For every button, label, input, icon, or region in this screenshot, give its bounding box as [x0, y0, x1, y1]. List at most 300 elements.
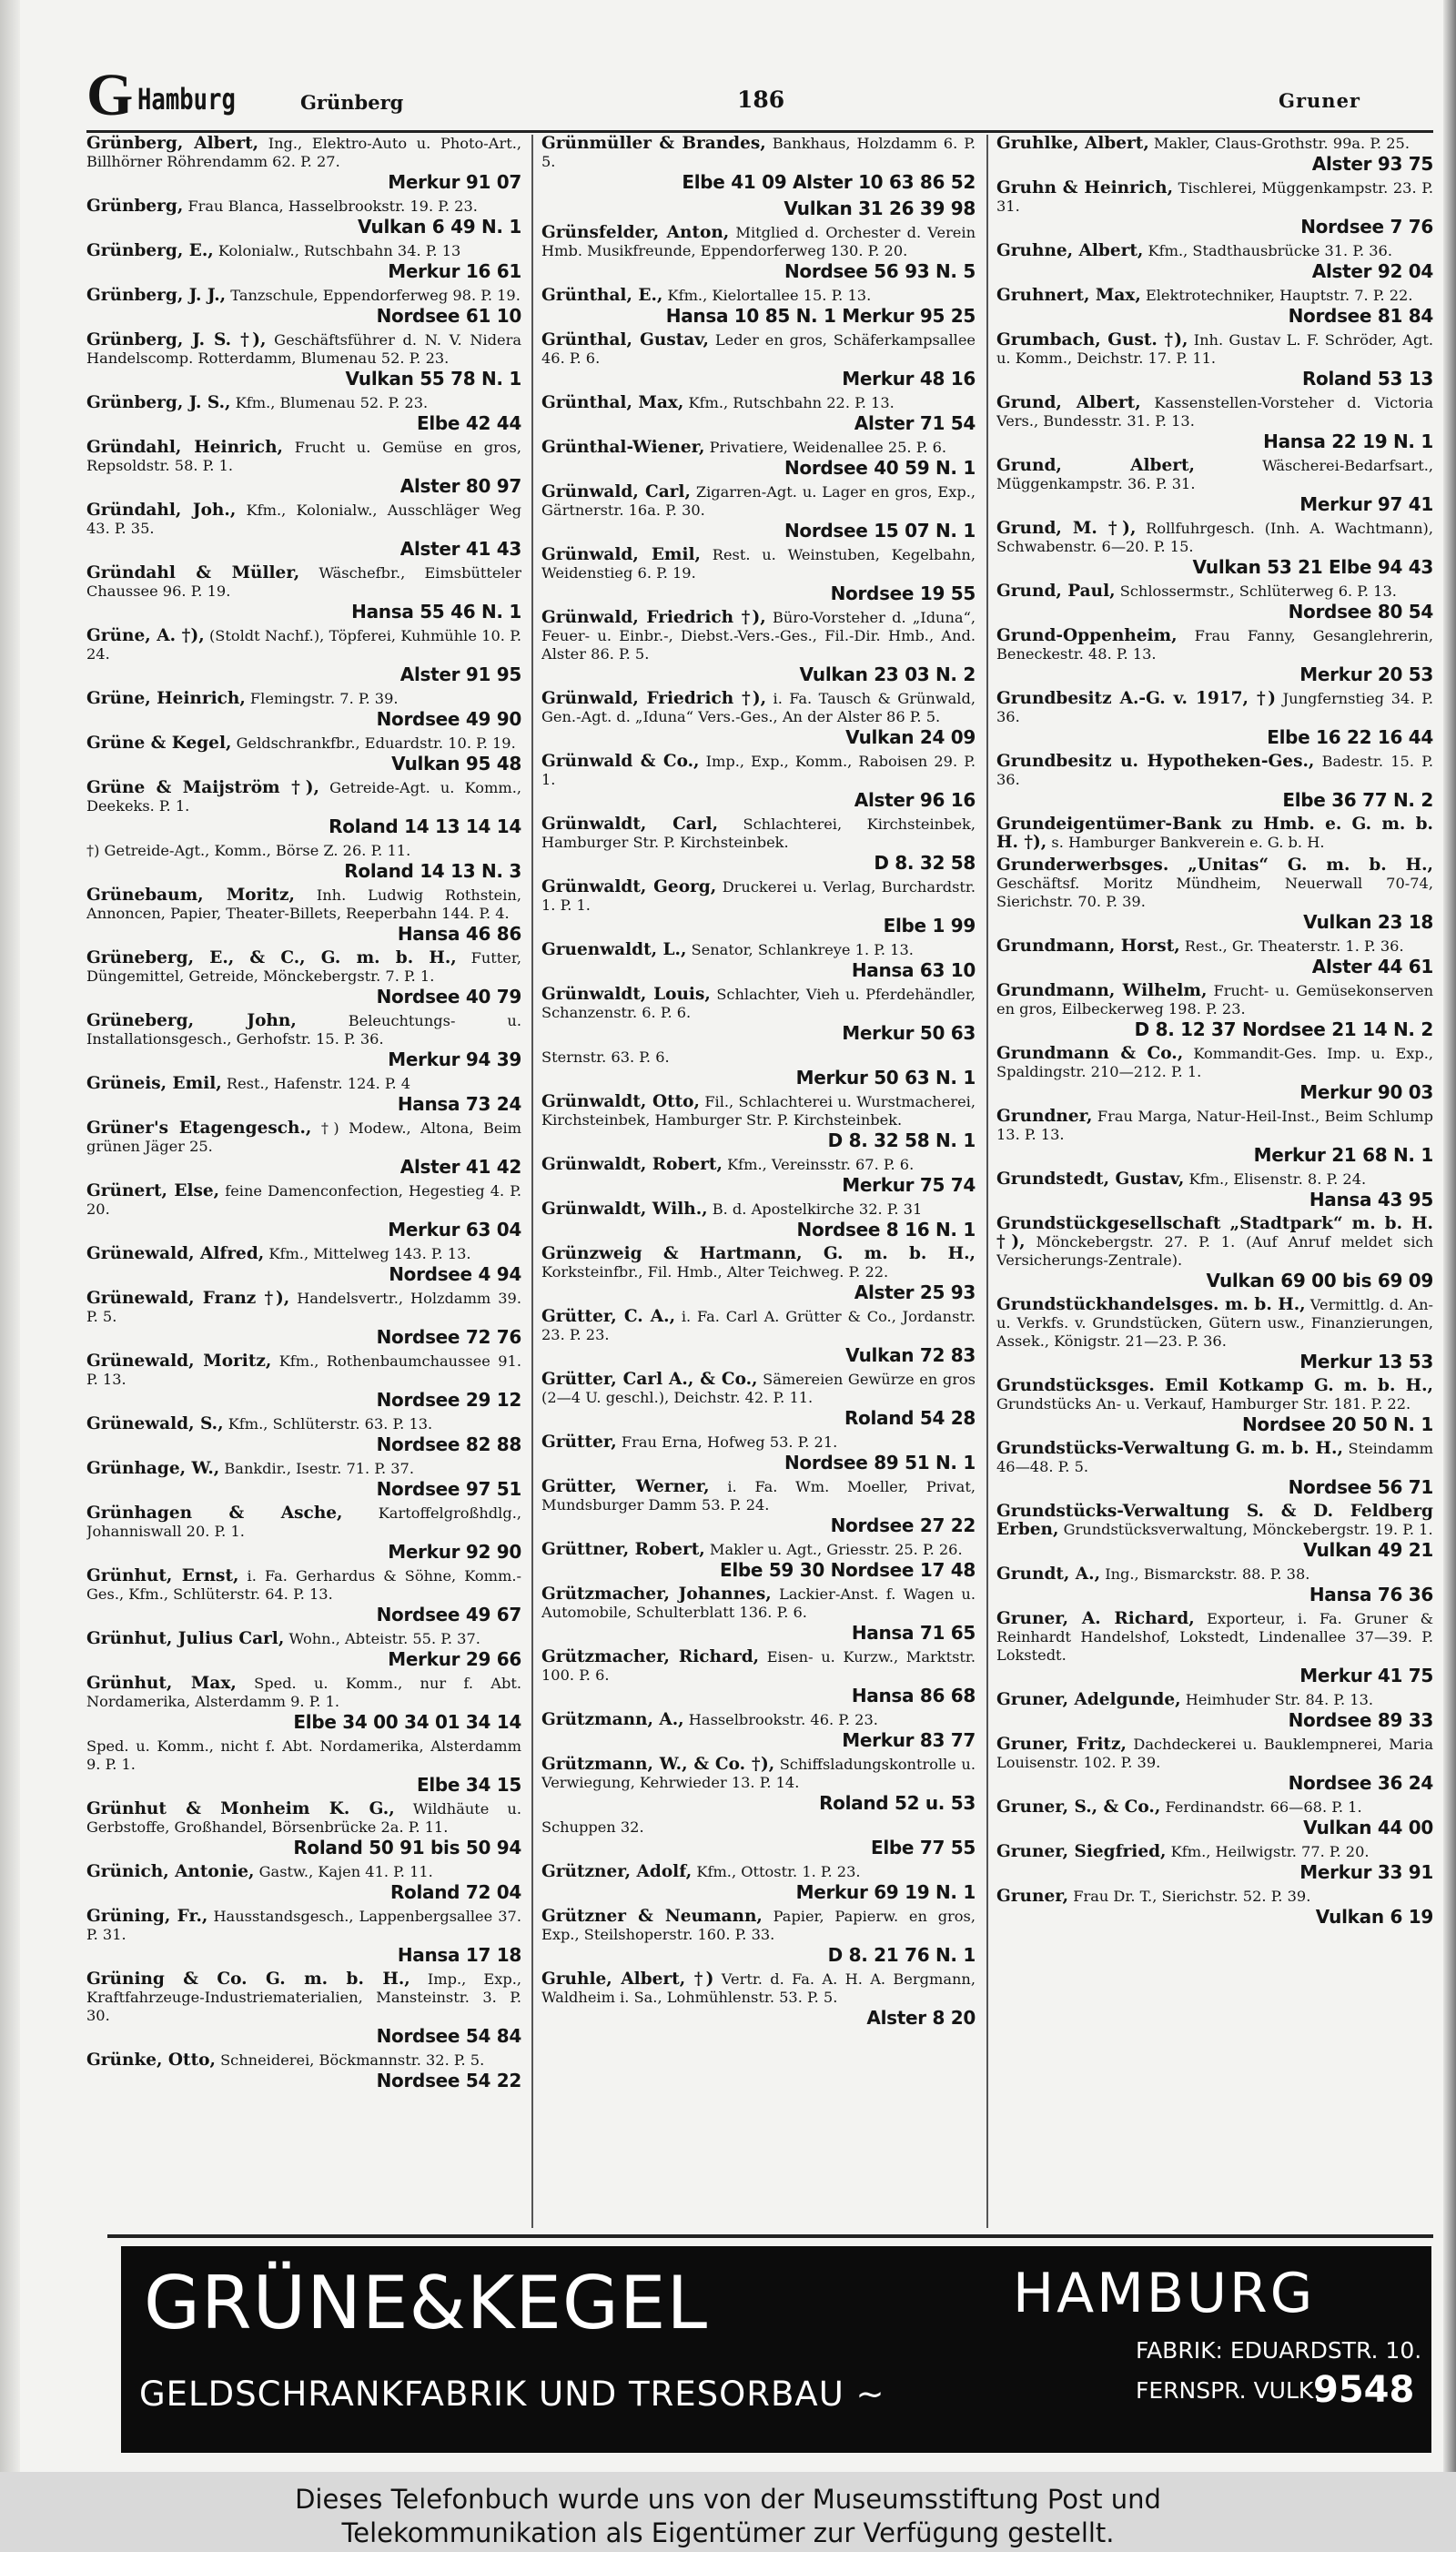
entry-phone-number: Nordsee 49 67	[376, 1604, 521, 1625]
entry-details: †) Modew., Altona, Beim grünen Jäger 25.	[86, 1119, 521, 1155]
directory-entry	[541, 224, 976, 287]
directory-entry	[541, 1433, 976, 1478]
entry-details: Gastw., Kajen 41. P. 11.	[258, 1863, 433, 1880]
entry-phone-number: Nordsee 89 33	[1288, 1709, 1433, 1731]
directory-entry	[86, 394, 521, 439]
directory-entry	[996, 982, 1433, 1045]
directory-entry	[86, 1415, 521, 1460]
entry-details: Sternstr. 63. P. 6.	[541, 1048, 670, 1066]
entry-details: Rest., Gr. Theaterstr. 1. P. 36.	[1184, 937, 1404, 955]
entry-phone-number: Alster 96 16	[854, 789, 976, 811]
entry-phone-number: D 8. 32 58	[874, 852, 976, 874]
entry-details: Schlachterei, Kirchsteinbek, Hamburger Str. P. Kirchsteinbek.	[541, 815, 976, 851]
directory-entry	[86, 1119, 521, 1182]
entry-name: Grünberg, J. S.,	[86, 393, 231, 412]
entry-details: Exporteur, i. Fa. Gruner & Reinhardt Handelshof, Lokstedt, Lindenallee 37—39. P. Lokstedt.	[996, 1610, 1433, 1664]
directory-entry	[996, 287, 1433, 331]
directory-entry	[541, 197, 976, 224]
directory-entry	[86, 1675, 521, 1737]
entry-name: Grünhut, Max,	[86, 1674, 237, 1693]
entry-name: Grütter, Carl A., & Co.,	[541, 1370, 758, 1389]
directory-entry	[86, 2051, 521, 2096]
entry-phone-number: Hansa 71 65	[851, 1622, 976, 1644]
entry-name: Grünewald, Moritz,	[86, 1352, 272, 1371]
entry-phone-number: Merkur 63 04	[388, 1219, 521, 1241]
directory-entry	[996, 1843, 1433, 1888]
entry-phone-number: Merkur 91 07	[388, 171, 521, 193]
entry-name: Grünewald, Franz †),	[86, 1289, 290, 1308]
header-last-entry: Gruner	[1279, 89, 1360, 112]
entry-name: Grütter, Werner,	[541, 1477, 710, 1496]
entry-details: Mitglied d. Orchester d. Verein Hmb. Musikfreunde, Eppendorferweg 130. P. 20.	[541, 224, 976, 259]
entry-details: Schlachter, Vieh u. Pferdehändler, Schanzenstr. 6. P. 6.	[541, 986, 976, 1021]
directory-entry	[86, 242, 521, 287]
directory-entry	[541, 941, 976, 986]
entry-phone-number: Merkur 97 41	[1299, 493, 1433, 515]
banner-brand: GRÜNE&KEGEL	[144, 2261, 709, 2345]
entry-details: Tischlerei, Müggenkampstr. 23. P. 31.	[996, 179, 1433, 215]
directory-entry	[996, 627, 1433, 690]
entry-name: Grund, Albert,	[996, 393, 1141, 412]
entry-details: Mönckebergstr. 27. P. 1. (Auf Anruf meldet sich Versicherungs-Zentrale).	[996, 1233, 1433, 1269]
entry-phone-number: Alster 71 54	[854, 412, 976, 434]
directory-entry	[996, 1736, 1433, 1798]
entry-phone-number: Nordsee 54 22	[376, 2070, 521, 2091]
entry-name: Gründahl, Heinrich,	[86, 438, 283, 457]
directory-entry	[996, 1798, 1433, 1843]
attribution-text	[0, 2483, 1456, 2550]
directory-entry	[541, 287, 976, 331]
entry-name: Grünberg,	[86, 197, 184, 216]
entry-phone-number: Elbe 59 30 Nordsee 17 48	[719, 1559, 976, 1581]
column-divider-1	[531, 135, 533, 2228]
entry-name: Grünwaldt, Robert,	[541, 1155, 723, 1174]
entry-phone-number: Hansa 73 24	[397, 1093, 521, 1115]
page-spine-shadow	[1443, 0, 1456, 2472]
entry-details: Steindamm 46—48. P. 5.	[996, 1440, 1433, 1475]
directory-entry	[541, 135, 976, 197]
directory-entry	[86, 1504, 521, 1567]
entry-name: Grünwaldt, Otto,	[541, 1092, 700, 1111]
entry-name: Grundstückgesellschaft „Stadtpark“ m. b. H. †),	[996, 1214, 1433, 1251]
entry-details: Wildhäute u. Gerbstoffe, Großhandel, Börsenbrücke 2a. P. 11.	[86, 1800, 521, 1836]
entry-phone-number: Elbe 41 09 Alster 10 63 86 52	[682, 171, 976, 193]
entry-name: Grünich, Antonie,	[86, 1862, 255, 1881]
entry-phone-number: Alster 93 75	[1311, 153, 1433, 175]
entry-name: Grüne & Maijström †),	[86, 778, 319, 797]
entry-name: Gruhnert, Max,	[996, 286, 1141, 305]
entry-phone-number: Hansa 22 19 N. 1	[1263, 430, 1433, 452]
entry-details: Kfm., Schlüterstr. 63. P. 13.	[228, 1415, 433, 1433]
entry-name: Grünberg, Albert,	[86, 135, 259, 153]
entry-details: Jungfernstieg 34. P. 36.	[996, 690, 1433, 725]
entry-name: Grütter, C. A.,	[541, 1307, 676, 1326]
entry-name: Grüning, Fr.,	[86, 1907, 208, 1926]
directory-entry	[996, 1215, 1433, 1296]
directory-entry	[541, 1093, 976, 1156]
entry-phone-number: Hansa 55 46 N. 1	[351, 601, 521, 623]
entry-phone-number: Nordsee 40 59 N. 1	[784, 457, 976, 479]
entry-details: Kfm., Rothenbaumchaussee 91. P. 13.	[86, 1352, 521, 1388]
entry-phone-number: Elbe 34 00 34 01 34 14	[293, 1711, 521, 1733]
banner-tagline: GELDSCHRANKFABRIK UND TRESORBAU ~	[139, 2375, 885, 2414]
entry-phone-number: Roland 50 91 bis 50 94	[293, 1837, 521, 1858]
entry-phone-number: Hansa 43 95	[1309, 1189, 1433, 1210]
entry-details: Badestr. 15. P. 36.	[996, 753, 1433, 788]
entry-details: Ing., Bismarckstr. 88. P. 38.	[1105, 1565, 1310, 1583]
directory-entry	[86, 439, 521, 501]
entry-phone-number: Merkur 29 66	[388, 1648, 521, 1670]
entry-details: Rollfuhrgesch. (Inh. A. Wachtmann), Schwabenstr. 6—20. P. 15.	[996, 520, 1433, 555]
entry-name: Grünthal-Wiener,	[541, 438, 705, 457]
entry-details: Frucht- u. Gemüsekonserven en gros, Eilbeckerweg 198. P. 23.	[996, 982, 1433, 1018]
entry-details: Makler, Claus-Grothstr. 99a. P. 25.	[1153, 135, 1410, 152]
page-number: 186	[737, 86, 785, 113]
directory-entry	[86, 734, 521, 779]
entry-details: Leder en gros, Schäferkampsallee 46. P. 6.	[541, 331, 976, 367]
entry-name: Grünwald & Co.,	[541, 752, 700, 771]
entry-phone-number: Elbe 77 55	[871, 1837, 976, 1858]
entry-phone-number: Elbe 1 99	[883, 915, 976, 937]
directory-entry	[996, 1503, 1433, 1565]
entry-phone-number: Nordsee 89 51 N. 1	[784, 1452, 976, 1473]
entry-details: Geldschrankfbr., Eduardstr. 10. P. 19.	[236, 734, 516, 752]
entry-name: Grund, M. †),	[996, 519, 1137, 538]
directory-entry	[541, 1308, 976, 1371]
entry-phone-number: Merkur 33 91	[1299, 1861, 1433, 1883]
entry-phone-number: Alster 41 42	[399, 1156, 521, 1178]
directory-entry	[541, 1541, 976, 1585]
entry-details: Rest., Hafenstr. 124. P. 4	[226, 1075, 411, 1092]
entry-details: Frau Dr. T., Sierichstr. 52. P. 39.	[1073, 1888, 1311, 1905]
directory-entry	[541, 1711, 976, 1756]
entry-details: Hasselbrookstr. 46. P. 23.	[688, 1711, 878, 1728]
entry-phone-number: Merkur 50 63 N. 1	[795, 1067, 976, 1089]
directory-entry	[996, 242, 1433, 287]
entry-phone-number: Vulkan 6 49 N. 1	[358, 216, 521, 238]
directory-entry	[86, 1352, 521, 1415]
directory-entry	[541, 690, 976, 753]
entry-phone-number: Roland 72 04	[389, 1881, 521, 1903]
entry-name: Grünwaldt, Wilh.,	[541, 1200, 708, 1219]
entry-details: †) Getreide-Agt., Komm., Börse Z. 26. P. 11.	[86, 842, 411, 859]
column-divider-2	[986, 135, 988, 2228]
entry-details: Frau Fanny, Gesanglehrerin, Beneckestr. 48. P. 13.	[996, 627, 1433, 663]
entry-details: Ing., Elektro-Auto u. Photo-Art., Billhörner Röhrendamm 62. P. 27.	[86, 135, 521, 170]
directory-entry	[996, 1610, 1433, 1691]
header-city: Hamburg	[137, 82, 236, 116]
entry-name: Grünwald, Friedrich †),	[541, 689, 767, 708]
directory-entry	[86, 1075, 521, 1119]
directory-entry	[541, 815, 976, 878]
entry-phone-number: Merkur 75 74	[842, 1174, 976, 1196]
entry-details: Frau Marga, Natur-Heil-Inst., Beim Schlump 13. P. 13.	[996, 1108, 1433, 1143]
entry-name: Grüne, Heinrich,	[86, 689, 246, 708]
directory-entry	[86, 287, 521, 331]
entry-phone-number: Roland 53 13	[1301, 368, 1433, 390]
entry-name: Grünhut, Ernst,	[86, 1566, 239, 1585]
directory-entry	[996, 135, 1433, 179]
entry-phone-number: Nordsee 72 76	[376, 1326, 521, 1348]
column-right	[996, 135, 1433, 2228]
entry-phone-number: Roland 52 u. 53	[819, 1792, 976, 1814]
entry-phone-number: Roland 14 13 N. 3	[344, 860, 521, 882]
entry-phone-number: Vulkan 23 18	[1303, 911, 1433, 933]
entry-name: Grünthal, Gustav,	[541, 330, 709, 349]
entry-details: Frucht u. Gemüse en gros, Repsoldstr. 58. P. 1.	[86, 439, 521, 474]
entry-details: Kfm., Ottostr. 1. P. 23.	[696, 1863, 861, 1880]
directory-entry	[86, 779, 521, 842]
directory-entry	[541, 1048, 976, 1093]
directory-entry	[996, 753, 1433, 815]
entry-phone-number: Alster 41 43	[399, 538, 521, 560]
banner-city: HAMBURG	[1013, 2262, 1316, 2325]
entry-phone-number: Vulkan 72 83	[845, 1344, 976, 1366]
directory-entry	[541, 1371, 976, 1433]
entry-name: Grüner's Etagengesch.,	[86, 1119, 312, 1138]
entry-phone-number: Alster 44 61	[1311, 956, 1433, 977]
entry-phone-number: Alster 91 95	[399, 663, 521, 685]
entry-details: Grundstücksverwaltung, Mönckebergstr. 19. P. 1.	[1063, 1521, 1433, 1538]
entry-details: Tanzschule, Eppendorferweg 98. P. 19.	[230, 287, 521, 304]
entry-details: Kolonialw., Rutschbahn 34. P. 13	[217, 242, 461, 259]
entry-phone-number: Nordsee 19 55	[830, 582, 976, 604]
entry-name: Gruner,	[996, 1887, 1069, 1906]
entry-details: Elektrotechniker, Hauptstr. 7. P. 22.	[1145, 287, 1413, 304]
entry-phone-number: Merkur 21 68 N. 1	[1253, 1144, 1433, 1166]
entry-name: Grünewald, S.,	[86, 1414, 224, 1433]
directory-entry	[86, 1970, 521, 2051]
entry-details: Heimhuder Str. 84. P. 13.	[1185, 1691, 1374, 1708]
entry-details: Bankdir., Isestr. 71. P. 37.	[224, 1460, 414, 1477]
entry-details: B. d. Apostelkirche 32. P. 31	[712, 1200, 923, 1218]
directory-entry	[996, 937, 1433, 982]
directory-entry	[996, 1377, 1433, 1440]
entry-name: Grundmann, Horst,	[996, 937, 1180, 956]
entry-name: Grünwald, Friedrich †),	[541, 608, 766, 627]
entry-details: feine Damenconfection, Hegestieg 4. P. 20.	[86, 1182, 521, 1218]
entry-name: Gruner, Fritz,	[996, 1735, 1127, 1754]
directory-entry	[541, 878, 976, 941]
directory-entry	[86, 949, 521, 1012]
directory-entry	[86, 331, 521, 394]
entry-name: Grüne & Kegel,	[86, 734, 232, 753]
entry-name: Gruner, S., & Co.,	[996, 1798, 1161, 1817]
directory-entry	[86, 690, 521, 734]
directory-entry	[996, 856, 1433, 937]
entry-phone-number: Merkur 94 39	[388, 1048, 521, 1070]
entry-details: Privatiere, Weidenallee 25. P. 6.	[709, 439, 947, 456]
directory-entry	[996, 815, 1433, 856]
entry-name: Grütter,	[541, 1433, 617, 1452]
directory-entry	[541, 1756, 976, 1818]
entry-details: Schneiderei, Böckmannstr. 32. P. 5.	[220, 2051, 485, 2069]
directory-entry	[996, 520, 1433, 582]
directory-entry	[541, 1245, 976, 1308]
entry-name: Grünzweig & Hartmann, G. m. b. H.,	[541, 1244, 976, 1263]
entry-details: Eisen- u. Kurzw., Marktstr. 100. P. 6.	[541, 1648, 976, 1684]
page-binding-edge	[0, 0, 20, 2472]
entry-name: Gruenwaldt, L.,	[541, 940, 687, 959]
entry-name: Grützmann, W., & Co. †),	[541, 1755, 775, 1774]
entry-name: Grünwald, Emil,	[541, 545, 701, 564]
directory-entry	[996, 1045, 1433, 1108]
entry-phone-number: Nordsee 56 71	[1288, 1476, 1433, 1498]
entry-phone-number: Merkur 13 53	[1299, 1351, 1433, 1372]
entry-phone-number: Nordsee 29 12	[376, 1389, 521, 1411]
entry-name: Grützner, Adolf,	[541, 1862, 693, 1881]
entry-details: Geschäftsführer d. N. V. Nidera Handelscomp. Rotterdamm, Blumenau 52. P. 23.	[86, 331, 521, 367]
directory-entry	[996, 1440, 1433, 1503]
entry-details: Kartoffelgroßhdlg., Johanniswall 20. P. 1.	[86, 1504, 521, 1540]
entry-phone-number: Nordsee 27 22	[830, 1514, 976, 1536]
entry-phone-number: Elbe 36 77 N. 2	[1282, 789, 1433, 811]
directory-entry	[996, 1108, 1433, 1170]
entry-phone-number: Hansa 76 36	[1309, 1584, 1433, 1605]
entry-name: Grünwaldt, Carl,	[541, 815, 719, 834]
entry-name: Grüning & Co. G. m. b. H.,	[86, 1970, 410, 1989]
entry-details: Makler u. Agt., Griesstr. 25. P. 26.	[709, 1541, 963, 1558]
entry-name: Grünwaldt, Louis,	[541, 985, 711, 1004]
entry-name: Grützner & Neumann,	[541, 1907, 763, 1926]
entry-phone-number: Hansa 10 85 N. 1 Merkur 95 25	[665, 305, 976, 327]
entry-name: Grützmann, A.,	[541, 1710, 684, 1729]
directory-entry	[541, 1200, 976, 1245]
entry-phone-number: Roland 14 13 14 14	[329, 815, 521, 837]
entry-phone-number: Vulkan 95 48	[391, 753, 521, 775]
entry-phone-number: Merkur 20 53	[1299, 663, 1433, 685]
directory-entry	[541, 1908, 976, 1970]
entry-phone-number: Nordsee 82 88	[376, 1433, 521, 1455]
directory-entry	[86, 135, 521, 197]
entry-name: Grunderwerbsges. „Unitas“ G. m. b. H.,	[996, 856, 1433, 875]
entry-details: Schiffsladungskontrolle u. Verwiegung, Kehrwieder 13. P. 14.	[541, 1756, 976, 1791]
entry-details: i. Fa. Carl A. Grütter & Co., Jordanstr. 23. P. 23.	[541, 1308, 976, 1343]
entry-name: Grundmann, Wilhelm,	[996, 981, 1208, 1000]
entry-details: Handelsvertr., Holzdamm 39. P. 5.	[86, 1290, 521, 1325]
entry-phone-number: Merkur 48 16	[842, 368, 976, 390]
directory-entry	[86, 1182, 521, 1245]
entry-phone-number: D 8. 12 37 Nordsee 21 14 N. 2	[1134, 1018, 1433, 1040]
directory-entry	[541, 439, 976, 483]
header-rule	[86, 130, 1433, 133]
advertisement-banner	[121, 2246, 1431, 2453]
entry-details: Schlossermstr., Schlüterweg 6. P. 13.	[1119, 582, 1397, 600]
entry-name: Grundeigentümer-Bank zu Hmb. e. G. m. b. H. †),	[996, 815, 1433, 852]
entry-details: Kommandit-Ges. Imp. u. Exp., Spaldingstr. 210—212. P. 1.	[996, 1045, 1433, 1080]
entry-phone-number: Hansa 46 86	[397, 923, 521, 945]
column-left	[86, 135, 521, 2228]
entry-name: Grünwaldt, Georg,	[541, 877, 717, 896]
entry-phone-number: Nordsee 81 84	[1288, 305, 1433, 327]
entry-name: Grundstücksges. Emil Kotkamp G. m. b. H.,	[996, 1376, 1433, 1395]
entry-name: Grünberg, E.,	[86, 241, 214, 260]
directory-entry	[541, 986, 976, 1048]
entry-name: Grünhut & Monheim K. G.,	[86, 1799, 395, 1818]
directory-entry	[541, 1863, 976, 1908]
entry-details: Kfm., Heilwigstr. 77. P. 20.	[1170, 1843, 1370, 1860]
entry-details: Papier, Papierw. en gros, Exp., Steilshoperstr. 160. P. 33.	[541, 1908, 976, 1943]
directory-entry	[86, 1908, 521, 1970]
entry-phone-number: Nordsee 97 51	[376, 1478, 521, 1500]
directory-entry	[996, 457, 1433, 520]
entry-phone-number: Elbe 42 44	[417, 412, 521, 434]
directory-entry	[86, 1290, 521, 1352]
banner-phone-number: 9548	[1313, 2369, 1415, 2411]
entry-details: Zigarren-Agt. u. Lager en gros, Exp., Gärtnerstr. 16a. P. 30.	[541, 483, 976, 519]
entry-details: Rest. u. Weinstuben, Kegelbahn, Weidenstieg 6. P. 19.	[541, 546, 976, 582]
entry-name: Grüttner, Robert,	[541, 1540, 705, 1559]
entry-details: Getreide-Agt. u. Komm., Deekeks. P. 1.	[86, 779, 521, 815]
entry-details: s. Hamburger Bankverein e. G. b. H.	[1051, 834, 1325, 851]
entry-name: Grüneberg, E., & C., G. m. b. H.,	[86, 948, 457, 967]
entry-details: Inh. Gustav L. F. Schröder, Agt. u. Komm., Deichstr. 17. P. 11.	[996, 331, 1433, 367]
entry-phone-number: Vulkan 69 00 bis 69 09	[1206, 1270, 1433, 1291]
entry-details: Druckerei u. Verlag, Burchardstr. 1. P. 1.	[541, 878, 976, 914]
entry-name: Grünsfelder, Anton,	[541, 223, 730, 242]
entry-details: i. Fa. Wm. Moeller, Privat, Mundsburger Damm 53. P. 24.	[541, 1478, 976, 1514]
entry-details: Imp., Exp., Komm., Raboisen 29. P. 1.	[541, 753, 976, 788]
directory-entry	[996, 582, 1433, 627]
entry-details: Wäscherei-Bedarfsart., Müggenkampstr. 36. P. 31.	[996, 457, 1433, 492]
entry-details: Kfm., Stadthausbrücke 31. P. 36.	[1148, 242, 1392, 259]
entry-name: Grünberg, J. S. †),	[86, 330, 267, 349]
entry-details: Fil., Schlachterei u. Wurstmacherei, Kirchsteinbek, Hamburger Str. P. Kirchsteinbek.	[541, 1093, 976, 1129]
entry-details: Sped. u. Komm., nicht f. Abt. Nordamerika, Alsterdamm 9. P. 1.	[86, 1737, 521, 1773]
entry-phone-number: Nordsee 7 76	[1300, 216, 1433, 238]
entry-phone-number: Nordsee 20 50 N. 1	[1241, 1413, 1433, 1435]
directory-entry	[996, 1691, 1433, 1736]
entry-name: Grünthal, Max,	[541, 393, 684, 412]
entry-details: Dachdeckerei u. Bauklempnerei, Maria Louisenstr. 102. P. 39.	[996, 1736, 1433, 1771]
entry-phone-number: Merkur 83 77	[842, 1729, 976, 1751]
attribution-footer	[0, 2472, 1456, 2552]
directory-entry	[86, 627, 521, 690]
entry-details: Kfm., Blumenau 52. P. 23.	[235, 394, 429, 411]
directory-entry	[86, 886, 521, 949]
directory-entry	[541, 331, 976, 394]
directory-entry	[541, 609, 976, 690]
entry-details: Flemingstr. 7. P. 39.	[249, 690, 399, 707]
entry-name: Gruhne, Albert,	[996, 241, 1144, 260]
entry-phone-number: Nordsee 40 79	[376, 986, 521, 1008]
entry-phone-number: D 8. 32 58 N. 1	[827, 1129, 976, 1151]
entry-phone-number: Merkur 69 19 N. 1	[795, 1881, 976, 1903]
entry-details: Beleuchtungs- u. Installationsgesch., Gerhofstr. 15. P. 36.	[86, 1012, 521, 1048]
entry-phone-number: Vulkan 49 21	[1303, 1539, 1433, 1561]
entry-name: Grüneberg, John,	[86, 1011, 297, 1030]
entry-details: Kfm., Vereinsstr. 67. P. 6.	[727, 1156, 915, 1173]
entry-name: Gruhle, Albert, †)	[541, 1970, 714, 1989]
entry-phone-number: Roland 54 28	[844, 1407, 976, 1429]
entry-phone-number: Vulkan 55 78 N. 1	[345, 368, 521, 390]
entry-name: Gruner, Siegfried,	[996, 1842, 1167, 1861]
entry-name: Grünthal, E.,	[541, 286, 663, 305]
entry-phone-number: Hansa 63 10	[851, 959, 976, 981]
entry-name: Grundmann & Co.,	[996, 1044, 1184, 1063]
entry-details: i. Fa. Gerhardus & Söhne, Komm.-Ges., Kfm., Schlüterstr. 64. P. 13.	[86, 1567, 521, 1603]
directory-entry	[996, 179, 1433, 242]
directory-entry	[86, 1012, 521, 1075]
entry-phone-number: Vulkan 31 26 39 98	[784, 197, 976, 219]
directory-entry	[541, 753, 976, 815]
entry-details: Sped. u. Komm., nur f. Abt. Nordamerika, Alsterdamm 9. P. 1.	[86, 1675, 521, 1710]
entry-phone-number: Nordsee 49 90	[376, 708, 521, 730]
entry-phone-number: Vulkan 24 09	[845, 726, 976, 748]
footer-rule	[107, 2234, 1433, 2238]
entry-name: Grundbesitz u. Hypotheken-Ges.,	[996, 752, 1315, 771]
entry-name: Grund, Albert,	[996, 456, 1195, 475]
